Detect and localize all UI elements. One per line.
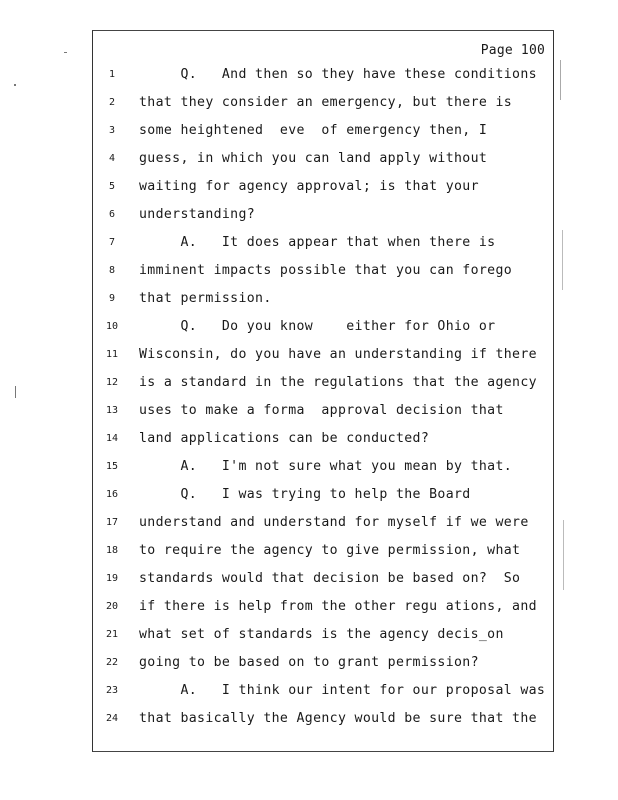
transcript-line — [93, 291, 553, 311]
transcript-line — [93, 67, 553, 87]
scan-speck — [14, 84, 16, 86]
line-number: 14 — [105, 433, 119, 444]
line-number: 2 — [108, 97, 116, 108]
line-number: 18 — [105, 545, 119, 556]
line-text: A. It does appear that when there is — [139, 235, 496, 250]
transcript-line — [93, 599, 553, 619]
line-text: guess, in which you can land apply without — [139, 151, 488, 166]
line-number: 1 — [108, 69, 116, 80]
line-text: to require the agency to give permission, what — [139, 543, 521, 558]
transcript-line — [93, 263, 553, 283]
line-text: A. I think our intent for our proposal was — [139, 683, 546, 698]
line-number: 10 — [105, 321, 119, 332]
line-number: 4 — [108, 153, 116, 164]
transcript-line — [93, 319, 553, 339]
line-number: 7 — [108, 237, 116, 248]
line-number: 3 — [108, 125, 116, 136]
transcript-line — [93, 403, 553, 423]
transcript-line — [93, 515, 553, 535]
line-number: 15 — [105, 461, 119, 472]
transcript-line — [93, 95, 553, 115]
line-number: 16 — [105, 489, 119, 500]
line-text: Q. I was trying to help the Board — [139, 487, 471, 502]
line-text: imminent impacts possible that you can forego — [139, 263, 513, 278]
transcript-line — [93, 627, 553, 647]
line-text: that basically the Agency would be sure that the — [139, 711, 537, 726]
line-number: 11 — [105, 349, 119, 360]
line-text: if there is help from the other regu ations, and — [139, 599, 537, 614]
line-number: 17 — [105, 517, 119, 528]
line-number: 24 — [105, 713, 119, 724]
line-number: 12 — [105, 377, 119, 388]
transcript-line — [93, 235, 553, 255]
line-number: 9 — [108, 293, 116, 304]
transcript-line — [93, 683, 553, 703]
line-text: going to be based on to grant permission? — [139, 655, 479, 670]
transcript-line — [93, 711, 553, 731]
line-text: standards would that decision be based on? So — [139, 571, 521, 586]
line-number: 22 — [105, 657, 119, 668]
scan-speck — [560, 60, 561, 100]
transcript-line — [93, 207, 553, 227]
line-text: Q. And then so they have these conditions — [139, 67, 537, 82]
line-text: Q. Do you know either for Ohio or — [139, 319, 496, 334]
line-number: 6 — [108, 209, 116, 220]
line-text: understand and understand for myself if we were — [139, 515, 529, 530]
transcript-line — [93, 123, 553, 143]
line-text: that they consider an emergency, but there is — [139, 95, 513, 110]
transcript-line — [93, 375, 553, 395]
transcript-line — [93, 543, 553, 563]
line-text: uses to make a forma approval decision that — [139, 403, 504, 418]
line-text: some heightened eve of emergency then, I — [139, 123, 488, 138]
transcript-line — [93, 655, 553, 675]
transcript-line — [93, 459, 553, 479]
line-number: 21 — [105, 629, 119, 640]
line-text: what set of standards is the agency decis_on — [139, 627, 504, 642]
scan-speck — [64, 52, 67, 53]
scan-speck — [15, 386, 16, 398]
line-text: waiting for agency approval; is that your — [139, 179, 479, 194]
line-number: 5 — [108, 181, 116, 192]
transcript-line — [93, 571, 553, 591]
transcript-line — [93, 431, 553, 451]
transcript-line — [93, 487, 553, 507]
page-number: Page 100 — [480, 43, 545, 58]
line-number: 20 — [105, 601, 119, 612]
line-number: 13 — [105, 405, 119, 416]
scan-speck — [562, 230, 563, 290]
line-text: understanding? — [139, 207, 256, 222]
line-text: is a standard in the regulations that the agency — [139, 375, 537, 390]
line-text: Wisconsin, do you have an understanding if there — [139, 347, 537, 362]
line-text: that permission. — [139, 291, 272, 306]
line-number: 23 — [105, 685, 119, 696]
transcript-line — [93, 151, 553, 171]
scan-speck — [563, 520, 564, 590]
line-number: 8 — [108, 265, 116, 276]
line-text: land applications can be conducted? — [139, 431, 430, 446]
transcript-line — [93, 347, 553, 367]
transcript-page — [92, 30, 554, 752]
transcript-line — [93, 179, 553, 199]
line-number: 19 — [105, 573, 119, 584]
line-text: A. I'm not sure what you mean by that. — [139, 459, 513, 474]
